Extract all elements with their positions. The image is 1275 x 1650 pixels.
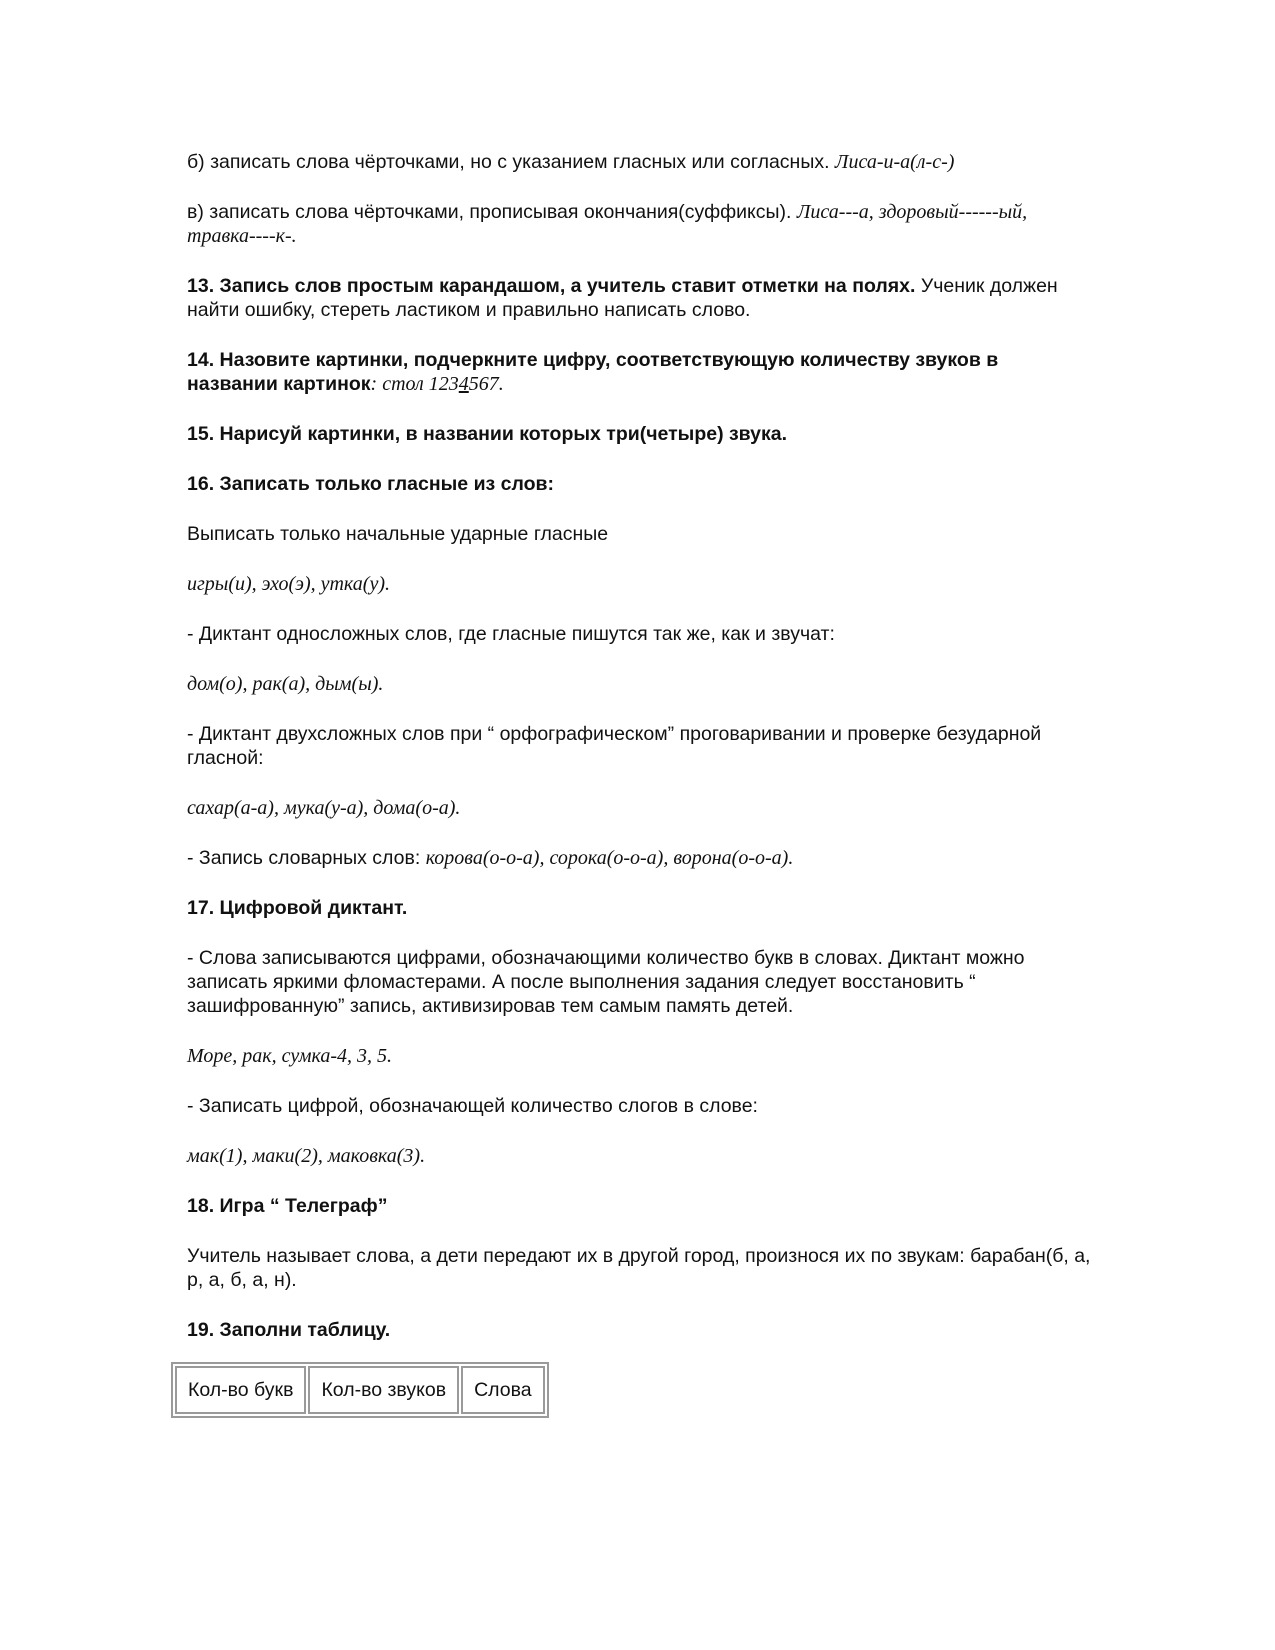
item-17 — [187, 896, 1092, 920]
item-18-text: Учитель называет слова, а дети передают их в другой город, произнося их по звукам: барабан(б, а, р, а, б, а, н). — [187, 1245, 1091, 1291]
item-13-title: 13. Запись слов простым карандашом, а учитель ставит отметки на полях. — [187, 275, 916, 297]
item-16-ex2: дом(о), рак(а), дым(ы). — [187, 673, 384, 695]
table-header-letters: Кол-во букв — [175, 1366, 306, 1414]
item-16-sub2: - Диктант односложных слов, где гласные пишутся так же, как и звучат: — [187, 623, 835, 645]
item-18-title: 18. Игра “ Телеграф” — [187, 1195, 388, 1217]
fill-table — [171, 1362, 549, 1418]
item-14: 14. Назовите картинки, подчеркните цифру, соответствующую количеству звуков в названии картинок: стол 1234567. — [187, 349, 999, 395]
item-16-title: 16. Записать только гласные из слов: — [187, 473, 555, 495]
paragraph-b: б) записать слова чёрточками, но с указанием гласных или согласных. Лиса-и-а(л-с-) — [187, 151, 955, 173]
example-b: Лиса-и-а(л-с-) — [834, 151, 955, 173]
table-header-sounds: Кол-во звуков — [308, 1366, 459, 1414]
paragraph-v: в) записать слова чёрточками, прописывая окончания(суффиксы). Лиса---а, здоровый------ый, травка----к-. — [187, 201, 1028, 247]
item-19-title: 19. Заполни таблицу. — [187, 1319, 391, 1341]
item-17-sub2: - Записать цифрой, обозначающей количество слогов в слове: — [187, 1095, 758, 1117]
item-16-sub1: Выписать только начальные ударные гласные — [187, 523, 609, 545]
item-17-ex1: Море, рак, сумка-4, 3, 5. — [187, 1045, 393, 1067]
item-16-ex3: сахар(а-а), мука(у-а), дома(о-а). — [187, 797, 461, 819]
item-16-sub4: - Запись словарных слов: корова(о-о-а), сорока(о-о-а), ворона(о-о-а). — [187, 847, 794, 869]
item-13: 13. Запись слов простым карандашом, а учитель ставит отметки на полях. Ученик должен найти ошибку, стереть ластиком и правильно написать слово. — [187, 275, 1058, 321]
document-page — [187, 150, 1092, 1418]
item-17-sub1: - Слова записываются цифрами, обозначающими количество букв в словах. Диктант можно записать яркими фломастерами. А после выполнения задания следует восстановить “ зашифрованную” запись, активизировав тем самым память детей. — [187, 947, 1025, 1017]
item-14-title: 14. Назовите картинки, подчеркните цифру, соответствующую количеству звуков в названии картинок — [187, 349, 999, 395]
table-header-words: Слова — [461, 1366, 545, 1414]
item-15-title: 15. Нарисуй картинки, в названии которых три(четыре) звука. — [187, 423, 788, 445]
table-row — [175, 1366, 545, 1414]
item-19 — [187, 1318, 1092, 1342]
item-16-ex1: игры(и), эхо(э), утка(у). — [187, 573, 390, 595]
item-16 — [187, 472, 1092, 496]
item-15 — [187, 422, 1092, 446]
item-17-title: 17. Цифровой диктант. — [187, 897, 408, 919]
example-v: Лиса---а, здоровый------ый, травка----к-. — [187, 201, 1028, 247]
item-17-ex2: мак(1), маки(2), маковка(3). — [187, 1145, 426, 1167]
underlined-digit: 4 — [458, 373, 469, 395]
item-16-sub3: - Диктант двухсложных слов при “ орфографическом” проговаривании и проверке безударной гласной: — [187, 723, 1042, 769]
item-18 — [187, 1194, 1092, 1218]
